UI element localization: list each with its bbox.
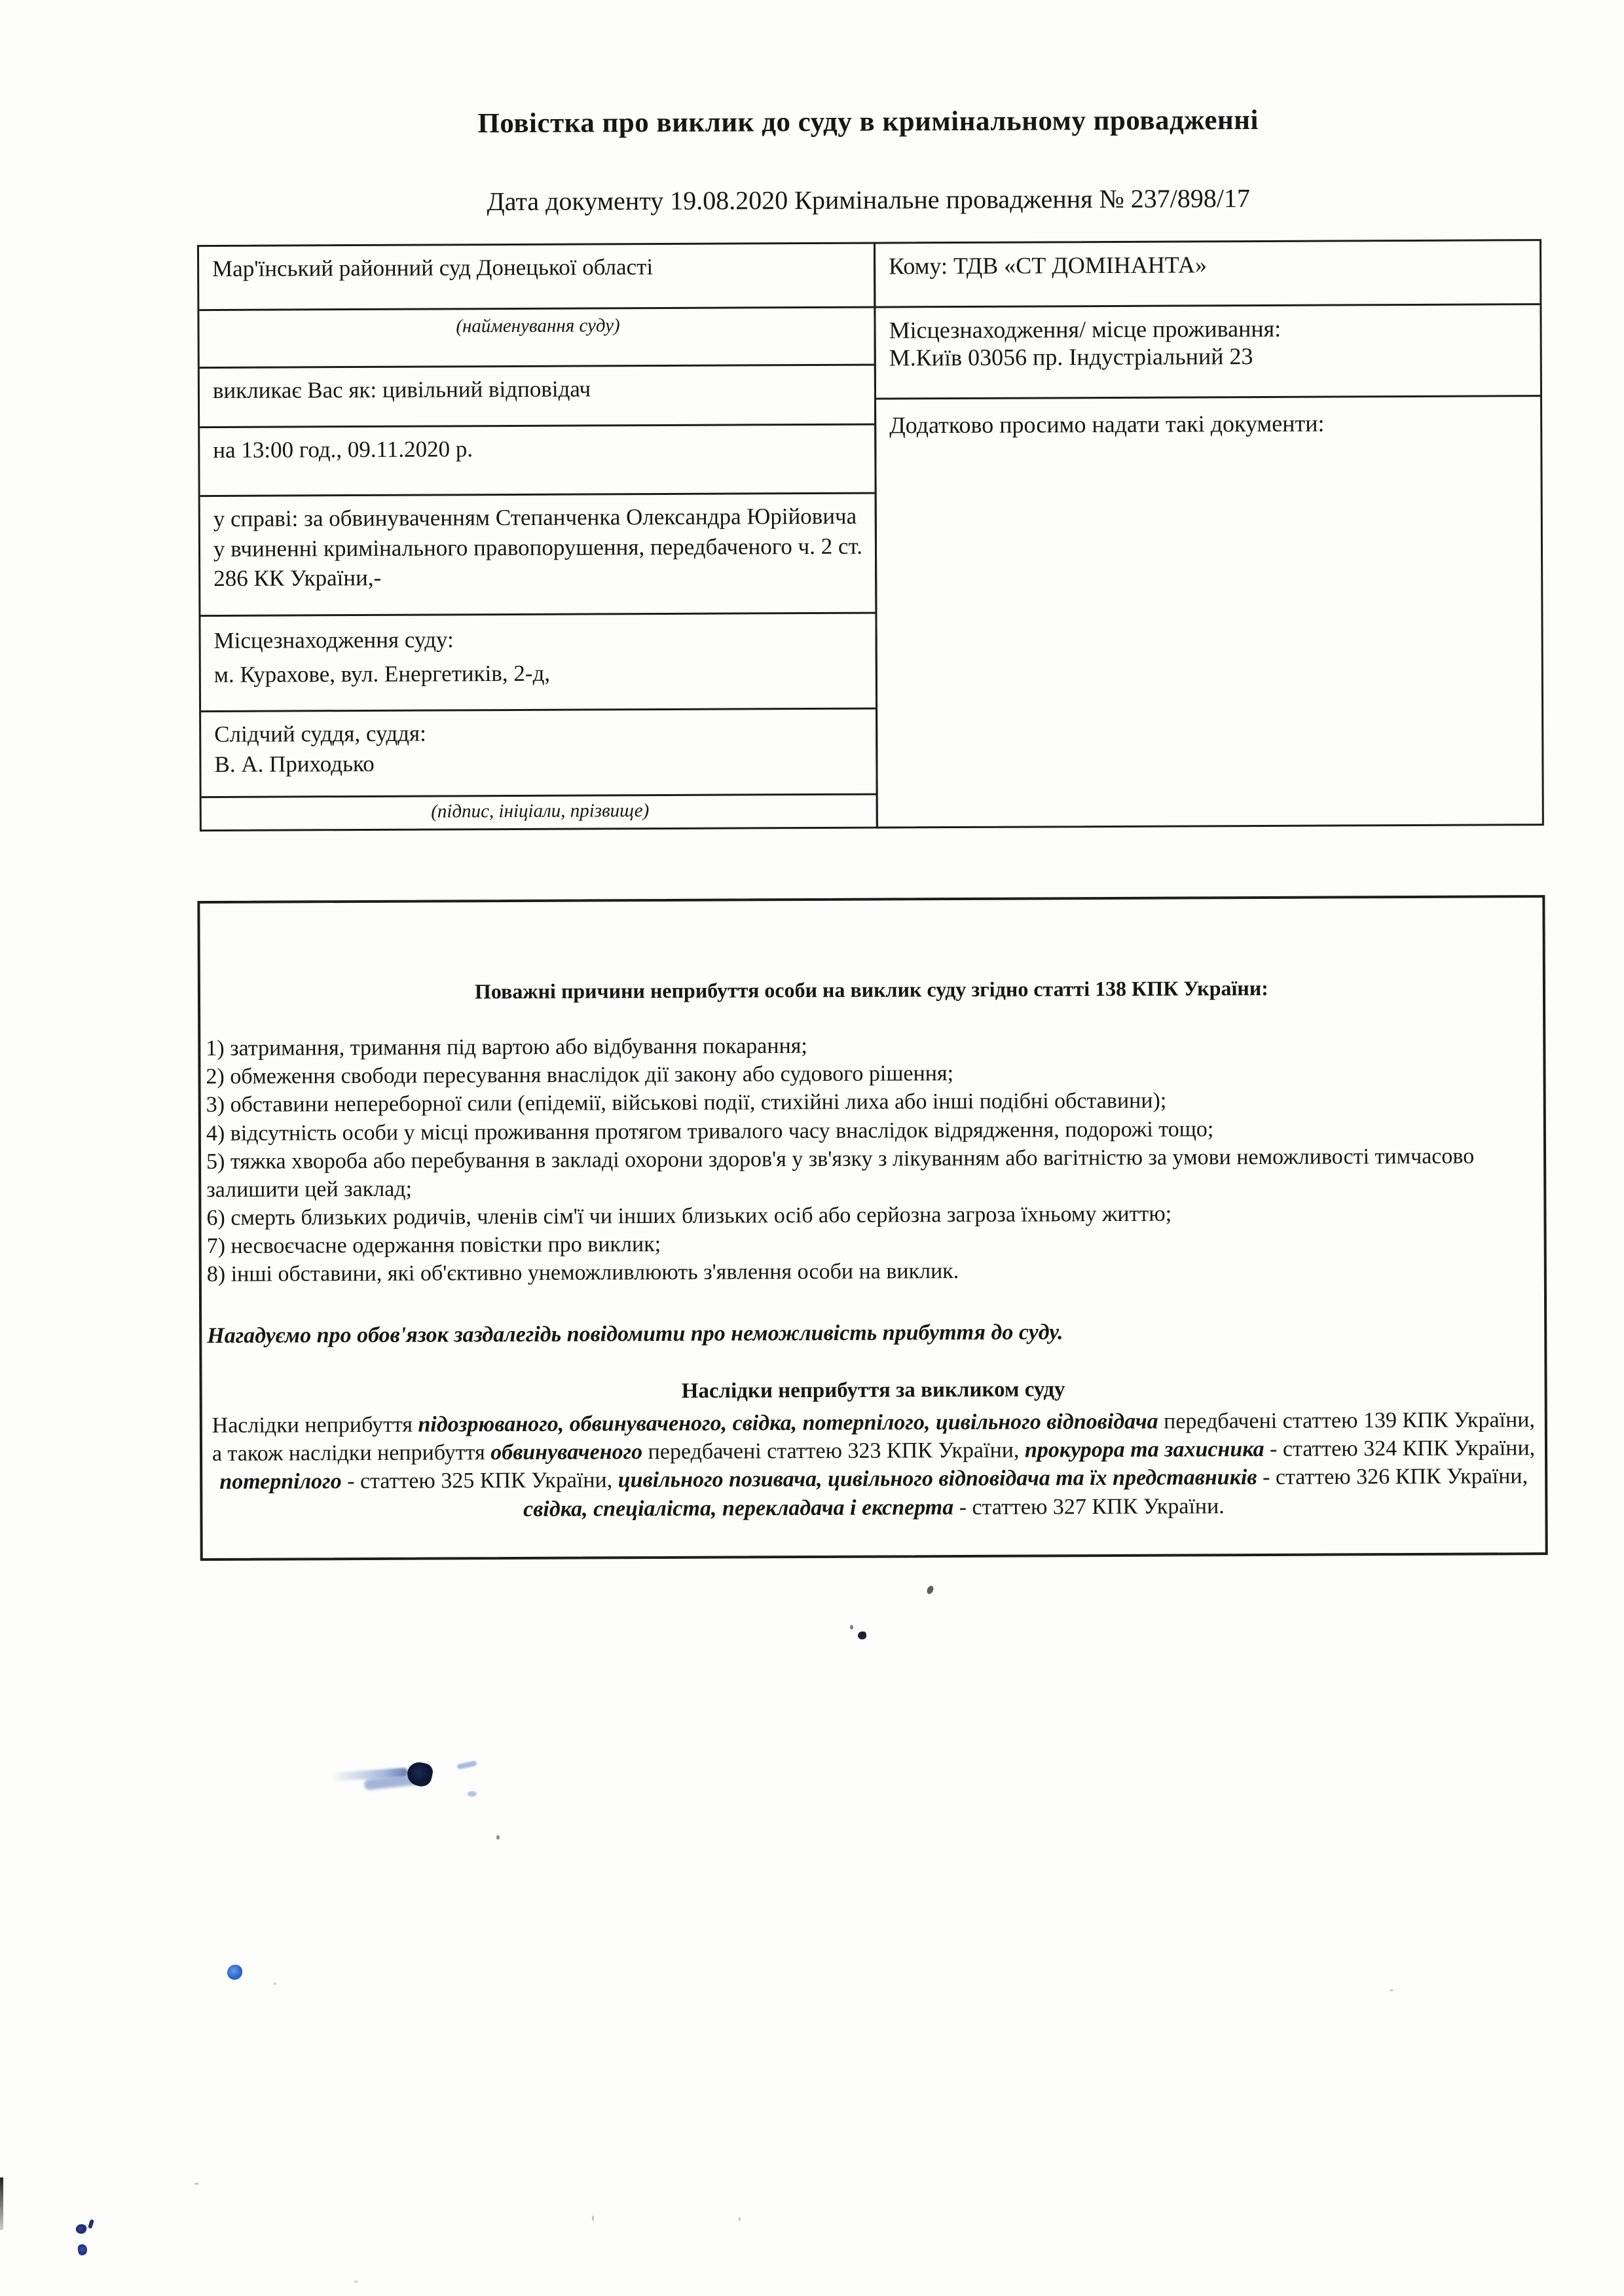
reason-item: 7) несвоєчасне одержання повістки про виклик;: [206, 1232, 661, 1259]
consequence-text: Наслідки неприбуття: [212, 1412, 418, 1438]
reason-item: 3) обставини непереборної сили (епідемії, військові події, стихійні лиха або інші подібні обставини);: [206, 1088, 1167, 1118]
address-label: Місцезнаходження/ місце проживання:: [889, 315, 1282, 344]
court-location-label: Місцезнаходження суду:: [213, 627, 454, 653]
consequence-text: - статтею 324 КПК України,: [1264, 1436, 1536, 1462]
consequence-emphasis: цивільного позивача, цивільного відповідача та їх представників: [618, 1465, 1257, 1493]
consequence-emphasis: прокурора та захисника: [1024, 1437, 1264, 1463]
reason-item: 2) обмеження свободи пересування внаслідок дії закону або судового рішення;: [206, 1061, 954, 1089]
scan-edge-strip: [0, 2178, 3, 2230]
court-location-cell: [200, 614, 876, 712]
valid-reasons-list: [206, 1029, 1539, 1288]
court-location-value: м. Курахове, вул. Енергетиків, 2-д,: [213, 660, 551, 687]
consequences-heading: Наслідки неприбуття за викликом суду: [681, 1377, 1065, 1403]
consequence-text: - статтею 326 КПК України,: [1257, 1464, 1528, 1490]
reminder-note: Нагадуємо про обов'язок заздалегідь повідомити про неможливість прибуття до суду.: [207, 1320, 1063, 1349]
summons-table: [197, 239, 1544, 831]
signature-caption: (підпис, ініціали, прізвище): [431, 800, 650, 822]
recipient-cell: Кому: ТДВ «СТ ДОМІНАНТА»: [876, 241, 1540, 308]
reason-item: 4) відсутність особи у місці проживання протягом тривалого часу внаслідок відрядження, подорожі тощо;: [206, 1116, 1214, 1146]
recipient-address-cell: [876, 305, 1540, 399]
judge-label: Слідчий суддя, суддя:: [214, 720, 426, 747]
summon-role-cell: викликає Вас як: цивільний відповідач: [200, 366, 874, 428]
consequence-text: передбачені статтею 323 КПК України,: [642, 1438, 1025, 1465]
notice-box: [197, 895, 1547, 1561]
address-value: М.Київ 03056 пр. Індустріальний 23: [889, 343, 1253, 371]
hearing-datetime-cell: на 13:00 год., 09.11.2020 р.: [200, 426, 874, 497]
documents-request-cell: Додатково просимо надати такі документи:: [889, 410, 1325, 439]
judge-cell: [201, 710, 876, 798]
valid-reasons-heading: Поважні причини неприбуття особи на виклик суду згідно статті 138 КПК України:: [474, 975, 1268, 1004]
court-name-caption: (найменування суду): [199, 308, 874, 369]
reason-item: 1) затримання, тримання під вартою або відбування покарання;: [206, 1034, 807, 1061]
consequence-emphasis: підозрюваного, обвинуваченого, свідка, потерпілого, цивільного відповідача: [418, 1409, 1158, 1437]
consequence-text: - статтею 327 КПК України.: [953, 1493, 1225, 1520]
document-title: Повістка про виклик до суду в кримінальному провадженні: [477, 105, 1259, 139]
court-name-cell: Мар'їнський районний суд Донецької області: [199, 244, 874, 311]
consequence-text: - статтею 325 КПК України,: [341, 1468, 618, 1494]
judge-name: В. А. Приходько: [214, 751, 375, 778]
reason-item: 5) тяжка хвороба або перебування в закладі охорони здоров'я у зв'язку з лікуванням або вагітністю за умови неможливості тимчасово залишити цей заклад;: [206, 1144, 1475, 1202]
consequence-text: передбачені статтею 139 КПК України, а також наслідки неприбуття: [212, 1408, 1536, 1467]
recipient-column: [874, 239, 1544, 828]
document-date-line: Дата документу 19.08.2020 Кримінальне провадження № 237/898/17: [487, 183, 1251, 217]
reason-item: 6) смерть близьких родичів, членів сім'ї чи інших близьких осіб або серйозна загроза їхньому життю;: [206, 1201, 1172, 1231]
consequence-emphasis: обвинуваченого: [490, 1440, 643, 1465]
consequence-emphasis: свідка, спеціаліста, перекладача і експерта: [523, 1495, 954, 1522]
consequence-emphasis: потерпілого: [219, 1469, 342, 1495]
case-description-cell: у справі: за обвинуваченням Степанченка Олександра Юрійовича у вчиненні кримінального правопорушення, передбаченого ч. 2 ст. 286 КК України,-: [200, 494, 876, 617]
consequences-paragraph: [206, 1406, 1541, 1525]
reason-item: 8) інші обставини, які об'єктивно унеможливлюють з'явлення особи на виклик.: [206, 1259, 959, 1287]
court-column: [197, 242, 878, 832]
